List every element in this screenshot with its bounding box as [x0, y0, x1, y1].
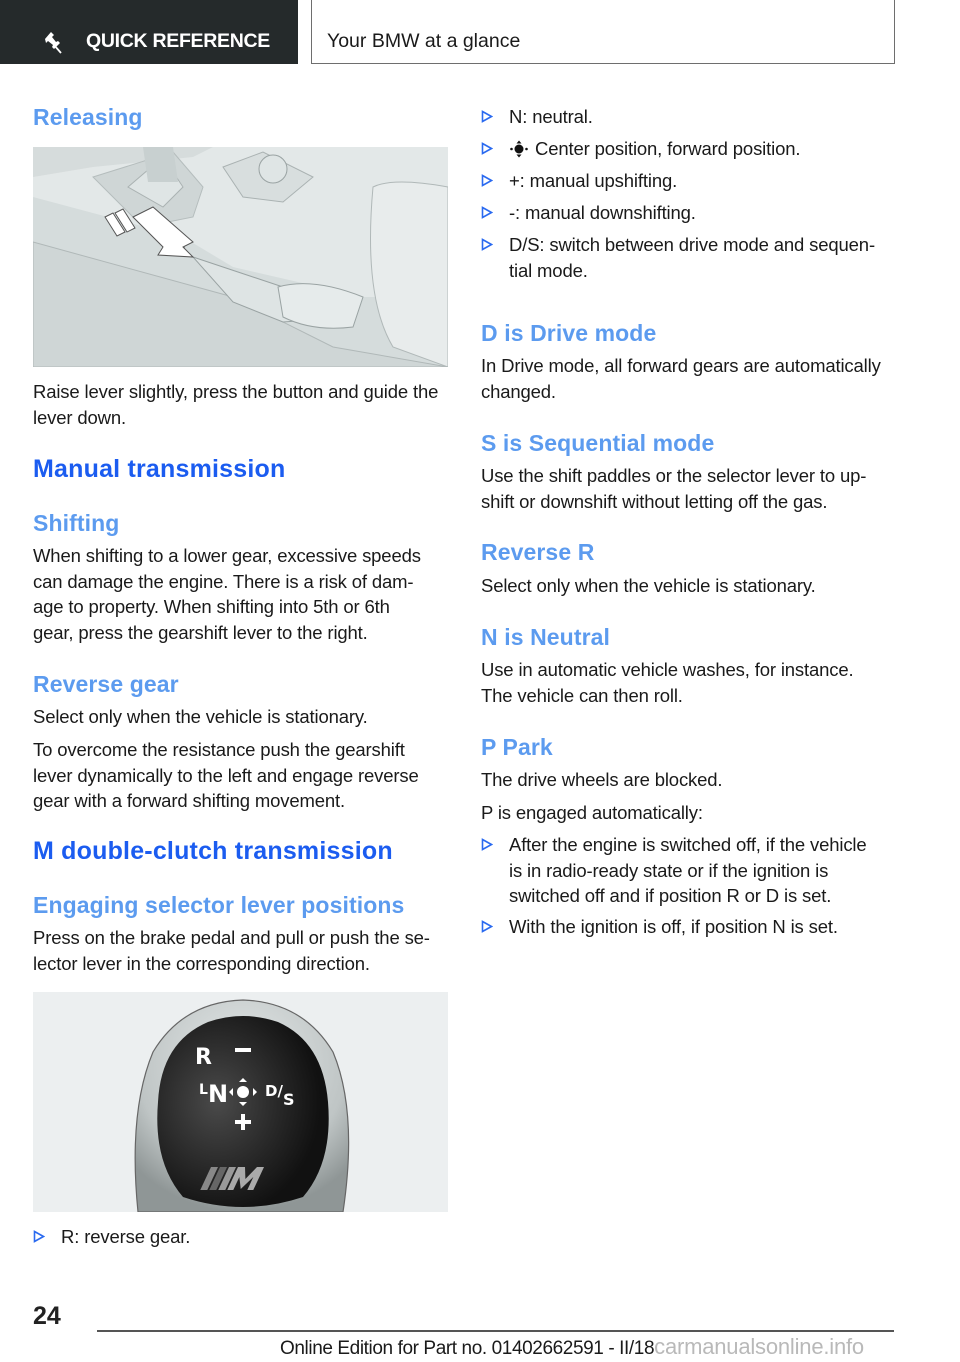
- chapter-tab-your-bmw[interactable]: [311, 0, 895, 64]
- list-item: R: reverse gear.: [33, 1224, 448, 1250]
- svg-text:L: L: [199, 1082, 208, 1098]
- section-tab-label: QUICK REFERENCE: [86, 30, 271, 52]
- footer-divider: [97, 1330, 894, 1332]
- bullet-triangle-icon: [481, 920, 493, 933]
- list-item: After the engine is switched off, if the vehicle is in radio-ready state or if the ignition is switched off and if position R or D is set.: [481, 832, 901, 909]
- list-item: +: manual upshifting.: [481, 168, 901, 194]
- reverse-gear-text-1: Select only when the vehicle is stationary.: [33, 706, 368, 727]
- sequential-mode-text: Use the shift paddles or the selector lever to up- shift or downshift without letting off the gas.: [481, 465, 867, 512]
- heading-reverse-gear: Reverse gear: [33, 671, 179, 697]
- park-text-1: The drive wheels are blocked.: [481, 769, 723, 790]
- heading-sequential-mode: S is Sequential mode: [481, 430, 715, 456]
- heading-engaging-selector: Engaging selector lever positions: [33, 892, 405, 918]
- reverse-gear-text-2: To overcome the resistance push the gearshift lever dynamically to the left and engage reverse gear with a forward shifting movement.: [33, 739, 419, 811]
- selector-lever-illustration: [33, 992, 448, 1212]
- heading-reverse-r: Reverse R: [481, 539, 595, 565]
- bullet-triangle-icon: [481, 142, 493, 155]
- park-text-2: P is engaged automatically:: [481, 802, 703, 823]
- selector-lever-image: [33, 992, 448, 1212]
- heading-shifting: Shifting: [33, 510, 120, 536]
- pushpin-icon: [42, 30, 64, 54]
- releasing-text: Raise lever slightly, press the button and guide the lever down.: [33, 381, 439, 428]
- section-tab-quick-reference[interactable]: [0, 0, 298, 64]
- heading-releasing: Releasing: [33, 104, 143, 130]
- reverse-r-text: Select only when the vehicle is stationary.: [481, 575, 816, 596]
- footer-edition: [280, 1334, 864, 1360]
- page-number: 24: [33, 1302, 61, 1330]
- heading-park: P Park: [481, 734, 553, 760]
- edition-text: Online Edition for Part no. 01402662591 - II/18: [280, 1338, 655, 1359]
- svg-text:R: R: [195, 1045, 212, 1070]
- bullet-triangle-icon: [481, 838, 493, 851]
- svg-text:S: S: [283, 1090, 295, 1109]
- shifting-text: When shifting to a lower gear, excessive speeds can damage the engine. There is a risk of dam- age to property. When shifting into 5th or 6th gear, press the gearshift lever to the right.: [33, 545, 421, 643]
- svg-text:N: N: [208, 1080, 229, 1108]
- bullet-triangle-icon: [481, 174, 493, 187]
- joystick-center-icon: [509, 139, 529, 159]
- drive-mode-text: In Drive mode, all forward gears are automatically changed.: [481, 355, 881, 402]
- chapter-tab-label: Your BMW at a glance: [327, 30, 521, 52]
- heading-neutral: N is Neutral: [481, 624, 611, 650]
- neutral-text: Use in automatic vehicle washes, for instance. The vehicle can then roll.: [481, 659, 854, 706]
- bullet-triangle-icon: [481, 206, 493, 219]
- bullet-triangle-icon: [481, 238, 493, 251]
- list-item: With the ignition is off, if position N is set.: [481, 914, 901, 940]
- engaging-selector-text: Press on the brake pedal and pull or push the se- lector lever in the corresponding direction.: [33, 927, 430, 974]
- svg-text:D/: D/: [265, 1082, 283, 1100]
- parking-brake-illustration: [33, 147, 448, 367]
- list-item: D/S: switch between drive mode and sequen- tial mode.: [481, 232, 901, 283]
- list-item: N: neutral.: [481, 104, 901, 130]
- parking-brake-image: [33, 147, 448, 367]
- bullet-triangle-icon: [481, 110, 493, 123]
- watermark-link[interactable]: carmanualsonline.info: [654, 1334, 864, 1359]
- bullet-triangle-icon: [33, 1230, 45, 1243]
- list-item: -: manual downshifting.: [481, 200, 901, 226]
- list-item: Center position, forward position.: [481, 136, 901, 162]
- heading-m-double-clutch: M double-clutch transmission: [33, 837, 393, 865]
- heading-manual-transmission: Manual transmission: [33, 455, 286, 483]
- heading-drive-mode: D is Drive mode: [481, 320, 657, 346]
